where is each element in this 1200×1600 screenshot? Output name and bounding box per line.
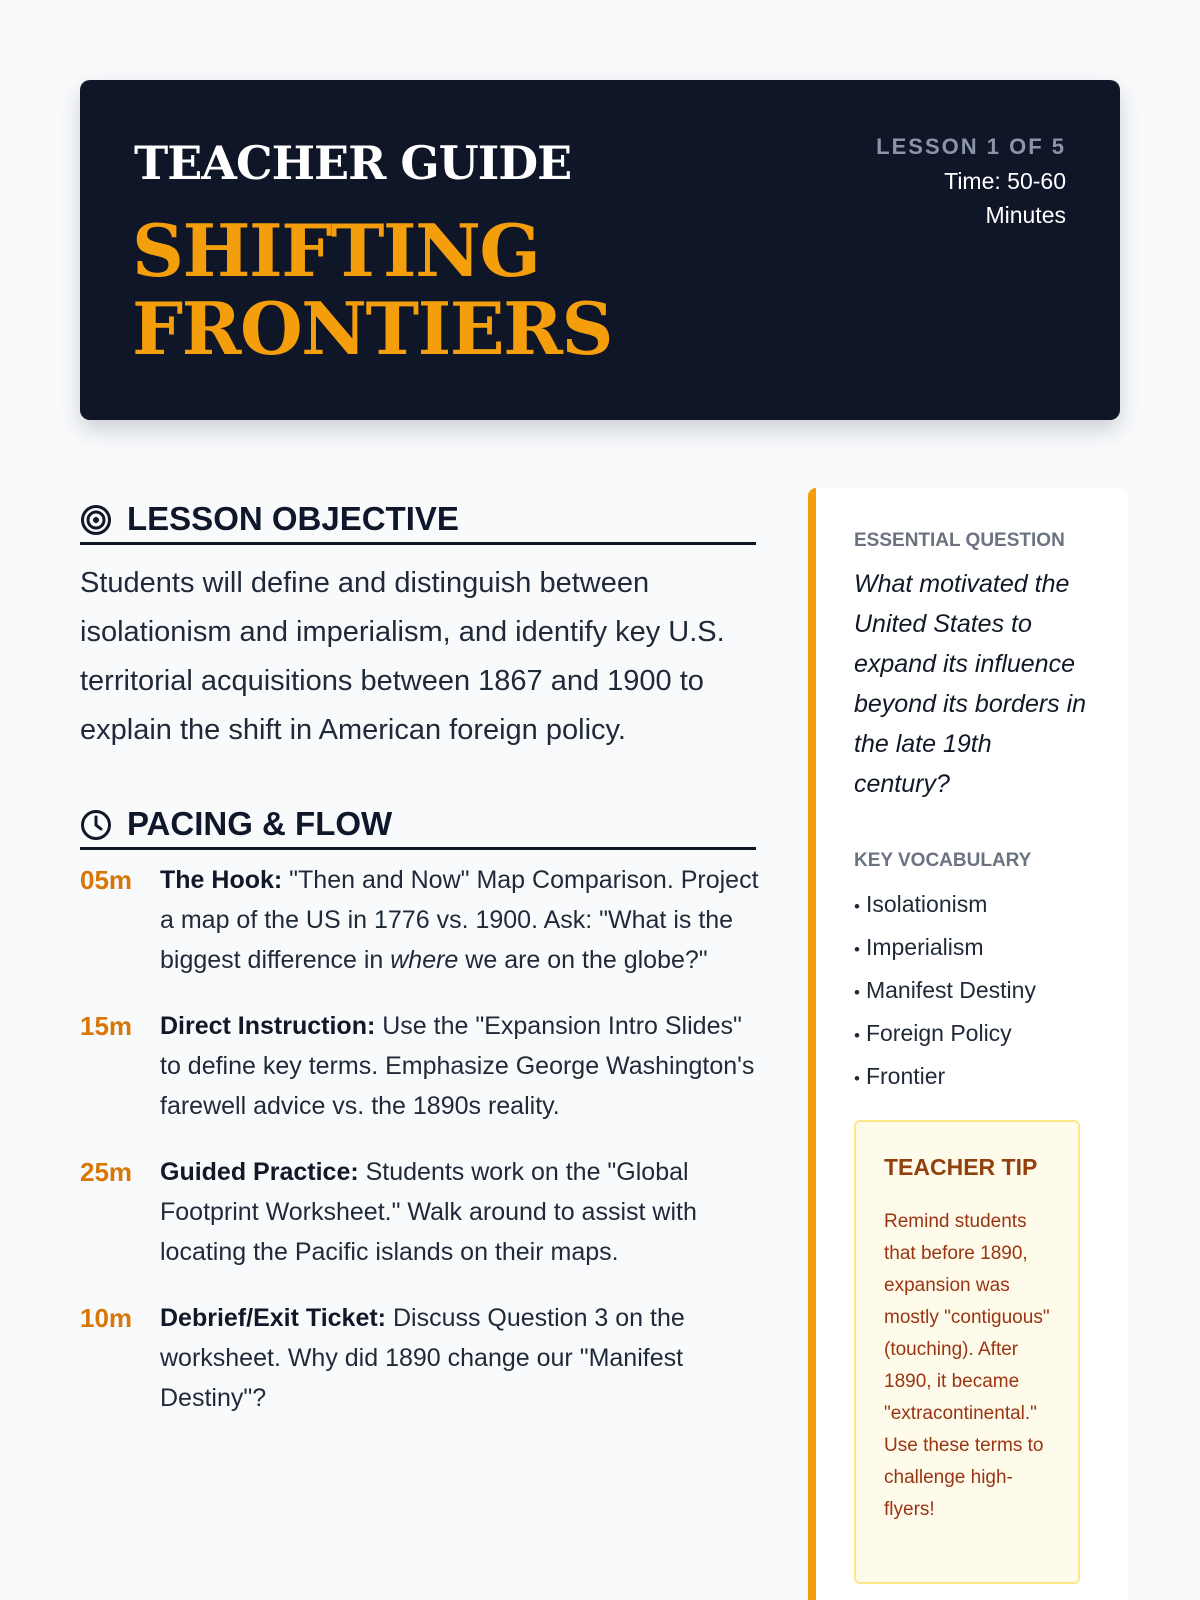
vocabulary-item: • Isolationism <box>854 884 1036 927</box>
clock-icon <box>80 809 112 841</box>
step-text-before-emphasis: "Then and Now" Map Comparison. Project a map of the US in 1776 vs. 1900. Ask: "What is the biggest difference in <box>160 866 759 974</box>
key-vocabulary-list <box>854 884 1036 1099</box>
pacing-step-hook <box>80 860 760 980</box>
lesson-header <box>80 80 1120 420</box>
vocabulary-item: • Foreign Policy <box>854 1013 1036 1056</box>
essential-question-label: ESSENTIAL QUESTION <box>854 530 1065 551</box>
step-text: Discuss Question 3 on the worksheet. Why did 1890 change our "Manifest Destiny"? <box>160 1304 685 1412</box>
step-text: Use the "Expansion Intro Slides" to define key terms. Emphasize George Washington's farewell advice vs. the 1890s reality. <box>160 1012 755 1120</box>
vocabulary-item: • Manifest Destiny <box>854 970 1036 1013</box>
step-title: The Hook: <box>160 866 283 894</box>
step-duration: 15m <box>80 1011 133 1041</box>
pacing-step-direct-instruction <box>80 1006 760 1126</box>
pacing-step-guided-practice <box>80 1152 760 1272</box>
vocabulary-item: • Frontier <box>854 1056 1036 1099</box>
pacing-list <box>80 860 760 1444</box>
pacing-step-exit-ticket <box>80 1298 760 1418</box>
step-description <box>160 860 760 980</box>
key-vocabulary-label: KEY VOCABULARY <box>854 850 1032 871</box>
step-description <box>160 1298 760 1418</box>
step-text: Students work on the "Global Footprint Worksheet." Walk around to assist with locating the Pacific islands on their maps. <box>160 1158 697 1266</box>
lesson-sidebar <box>808 488 1128 1600</box>
pacing-flow-title: PACING & FLOW <box>127 805 393 842</box>
step-description <box>160 1006 760 1126</box>
step-duration: 10m <box>80 1303 133 1333</box>
step-title: Direct Instruction: <box>160 1012 376 1040</box>
step-title: Debrief/Exit Ticket: <box>160 1304 387 1332</box>
target-icon <box>80 504 112 536</box>
step-description <box>160 1152 760 1272</box>
pacing-flow-heading <box>80 799 756 850</box>
lesson-meta <box>866 130 1066 232</box>
lesson-objective-text: Students will define and distinguish between isolationism and imperialism, and identify key U.S. territorial acquisitions between 1867 and 1900 to explain the shift in American foreign policy. <box>80 567 725 746</box>
lesson-objective-heading <box>80 494 756 545</box>
step-title: Guided Practice: <box>160 1158 359 1186</box>
guide-label: TEACHER GUIDE <box>134 136 572 190</box>
essential-question-text: What motivated the United States to expand its influence beyond its borders in the late 19th century? <box>854 570 1087 798</box>
teacher-tip-label: TEACHER TIP <box>884 1154 1038 1180</box>
step-text-after-emphasis: we are on the globe?" <box>458 946 708 974</box>
vocabulary-item: • Imperialism <box>854 927 1036 970</box>
lesson-title: SHIFTING FRONTIERS <box>132 208 612 371</box>
teacher-tip-card <box>854 1120 1080 1584</box>
teacher-tip-text: Remind students that before 1890, expansion was mostly "contiguous" (touching). After 1890, it became "extracontinental." Use these terms to challenge high-flyers! <box>884 1211 1050 1520</box>
step-emphasis: where <box>390 946 459 974</box>
lesson-count: LESSON 1 OF 5 <box>876 134 1066 159</box>
step-duration: 05m <box>80 865 133 895</box>
step-duration: 25m <box>80 1157 133 1187</box>
lesson-duration: Time: 50-60 Minutes <box>944 168 1066 228</box>
lesson-objective-title: LESSON OBJECTIVE <box>127 500 459 537</box>
